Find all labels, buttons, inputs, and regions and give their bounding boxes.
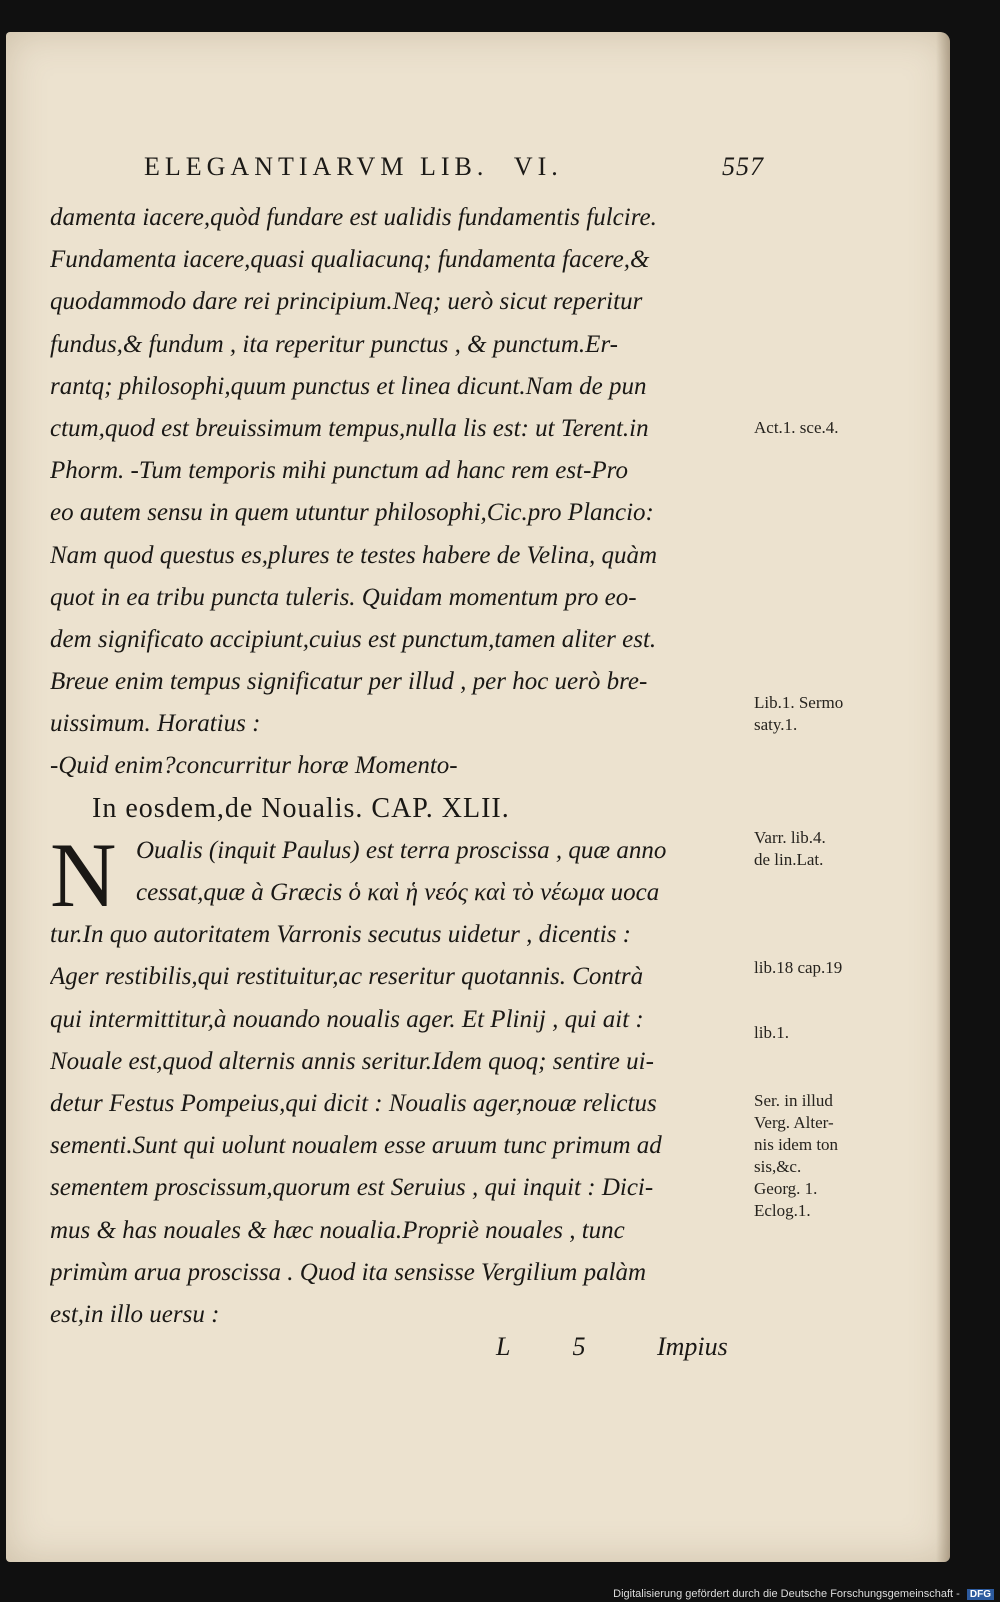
dfg-logo: DFG	[967, 1589, 994, 1600]
signature-number: 5	[572, 1332, 586, 1361]
text-line: -Quid enim?concurritur horæ Momento-	[50, 752, 458, 780]
text-line: eo autem sensu in quem utuntur philosophi,Cic.pro Plancio:	[50, 499, 654, 527]
text-line: Phorm. -Tum temporis mihi punctum ad hanc rem est-Pro	[50, 457, 628, 485]
chapter-text-line: est,in illo uersu :	[50, 1300, 220, 1328]
text-line: dem significato accipiunt,cuius est punctum,tamen aliter est.	[50, 625, 657, 653]
margin-note-lib1: lib.1.	[754, 1023, 789, 1042]
catchline	[496, 1332, 736, 1362]
chapter-text-line: tur.In quo autoritatem Varronis secutus uidetur , dicentis :	[50, 921, 631, 949]
footer-credit: Digitalisierung gefördert durch die Deutsche Forschungsgemeinschaft -	[613, 1588, 960, 1600]
margin-note-lib18: lib.18 cap.19	[754, 958, 843, 977]
drop-cap: N	[50, 824, 117, 926]
signature-mark: L	[496, 1332, 511, 1361]
digitization-footer	[613, 1588, 994, 1600]
page-edge-shadow	[936, 32, 950, 1562]
chapter-text-line: qui intermittitur,à nouando noualis ager. Et Plinij , qui ait :	[50, 1005, 644, 1033]
chapter-text-line: cessat,quæ à Græcis ὁ καὶ ἡ νεός καὶ τὸ νέωμα uoca	[136, 879, 660, 906]
text-line: Breue enim tempus significatur per illud , per hoc uerò bre-	[50, 668, 648, 696]
text-line: quot in ea tribu puncta tuleris. Quidam momentum pro eo-	[50, 583, 637, 611]
chapter-text-line: detur Festus Pompeius,qui dicit : Noualis ager,nouæ relictus	[50, 1089, 657, 1117]
catchword: Impius	[657, 1332, 728, 1361]
main-text-block	[50, 197, 750, 1336]
chapter-text-line: primùm arua proscissa . Quod ita sensisse Vergilium palàm	[50, 1258, 647, 1286]
text-line: fundus,& fundum , ita reperitur punctus , & punctum.Er-	[50, 330, 618, 358]
margin-note-sermo: Lib.1. Sermo saty.1.	[754, 693, 844, 734]
chapter-text-line: sementem proscissum,quorum est Seruius , qui inquit : Dici-	[50, 1174, 654, 1202]
text-line: Fundamenta iacere,quasi qualiacunq; fundamenta facere,&	[50, 246, 650, 274]
text-line: quodammodo dare rei principium.Neq; uerò sicut reperitur	[50, 288, 643, 316]
text-line: damenta iacere,quòd fundare est ualidis fundamentis fulcire.	[50, 204, 657, 231]
book-page	[6, 32, 950, 1562]
chapter-text-line: mus & has nouales & hæc noualia.Propriè nouales , tunc	[50, 1216, 625, 1244]
chapter-heading: In eosdem,de Noualis. CAP. XLII.	[92, 792, 510, 824]
margin-note-act: Act.1. sce.4.	[754, 418, 839, 437]
book-number: VI.	[513, 152, 563, 181]
text-line: ctum,quod est breuissimum tempus,nulla lis est: ut Terent.in	[50, 414, 649, 442]
chapter-text-line: Ager restibilis,qui restituitur,ac reseritur quotannis. Contrà	[50, 963, 644, 991]
chapter-text-line: sementi.Sunt qui uolunt noualem esse aruum tunc primum ad	[50, 1132, 662, 1160]
page-number: 557	[722, 152, 764, 181]
margin-note-servius: Ser. in illud Verg. Alter- nis idem ton sis,&c. Georg. 1. Eclog.1.	[754, 1091, 839, 1220]
running-title: ELEGANTIARVM LIB.	[144, 152, 489, 181]
text-line: uissimum. Horatius :	[50, 710, 261, 738]
chapter-text-line: Oualis (inquit Paulus) est terra proscissa , quæ anno	[136, 836, 667, 864]
text-line: Nam quod questus es,plures te testes habere de Velina, quàm	[50, 541, 658, 569]
chapter-text-line: Nouale est,quod alternis annis seritur.Idem quoq; sentire ui-	[50, 1047, 654, 1075]
margin-note-varro: Varr. lib.4. de lin.Lat.	[754, 828, 826, 869]
running-header	[144, 152, 764, 182]
text-line: rantq; philosophi,quum punctus et linea dicunt.Nam de pun	[50, 372, 647, 400]
